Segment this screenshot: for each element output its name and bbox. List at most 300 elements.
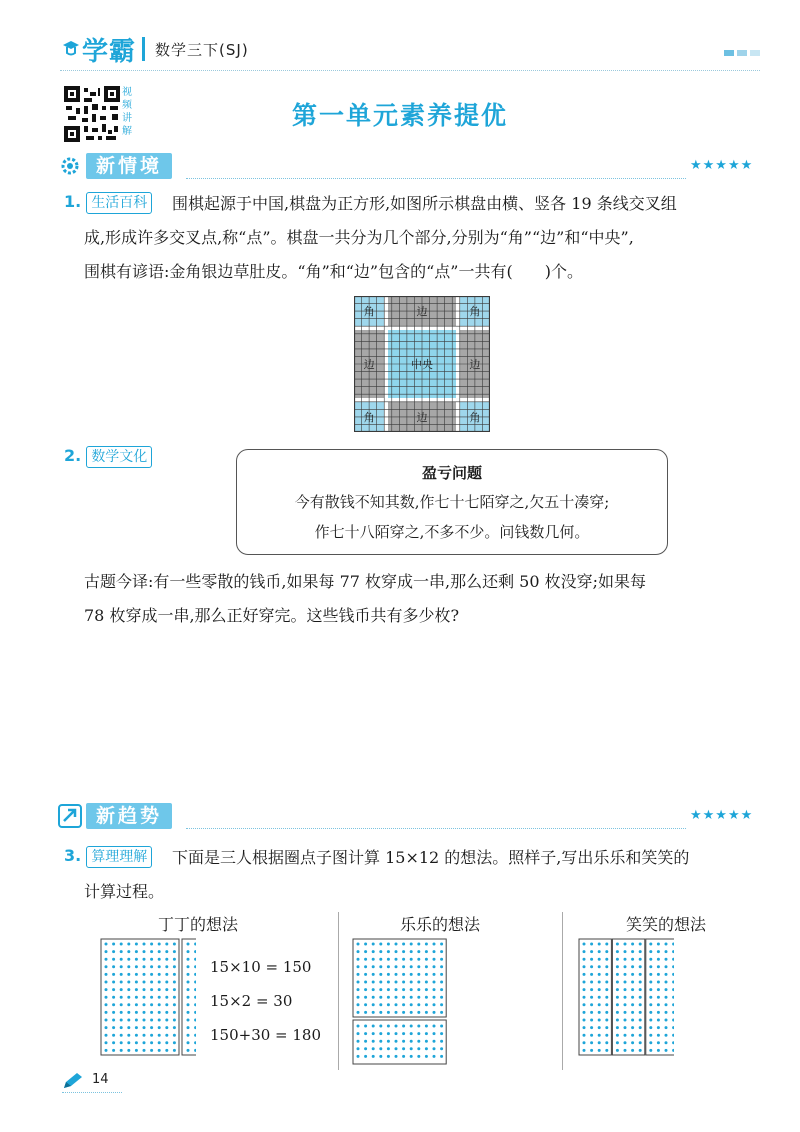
dot xyxy=(402,1025,405,1028)
dot xyxy=(657,1026,660,1029)
dot xyxy=(372,958,375,961)
dot xyxy=(165,1011,168,1014)
dot xyxy=(395,965,398,968)
dot xyxy=(583,981,586,984)
dot xyxy=(387,1047,390,1050)
dot xyxy=(616,1049,619,1052)
dot xyxy=(583,1019,586,1022)
dot xyxy=(187,1019,190,1022)
column-separator xyxy=(562,912,563,1070)
dot xyxy=(395,973,398,976)
dot xyxy=(105,1026,108,1029)
dot xyxy=(433,973,436,976)
dot xyxy=(112,943,115,946)
dot xyxy=(657,1034,660,1037)
dot xyxy=(672,1019,674,1022)
dot xyxy=(127,1019,130,1022)
dot xyxy=(631,1034,634,1037)
dot xyxy=(158,965,161,968)
dot xyxy=(583,1026,586,1029)
dot xyxy=(665,1011,668,1014)
dot xyxy=(425,1040,428,1043)
dot xyxy=(143,943,146,946)
dot xyxy=(379,996,382,999)
footer-divider xyxy=(62,1092,122,1093)
dot xyxy=(440,981,443,984)
dot xyxy=(105,965,108,968)
dot xyxy=(639,1041,642,1044)
dot xyxy=(379,988,382,991)
dot xyxy=(387,1040,390,1043)
dot xyxy=(165,973,168,976)
dot xyxy=(417,1032,420,1035)
dot xyxy=(357,1025,360,1028)
dot xyxy=(173,996,176,999)
dot xyxy=(165,996,168,999)
dot xyxy=(194,973,196,976)
dot xyxy=(672,1041,674,1044)
dot xyxy=(590,1026,593,1029)
dot xyxy=(649,1026,652,1029)
dot xyxy=(395,943,398,946)
logo-divider xyxy=(142,37,145,61)
column-title-xiaoxiao: 笑笑的想法 xyxy=(625,915,706,934)
dot xyxy=(112,958,115,961)
dot xyxy=(187,950,190,953)
dot xyxy=(387,988,390,991)
dot xyxy=(672,996,674,999)
dot xyxy=(150,981,153,984)
dot xyxy=(665,1034,668,1037)
ancient-problem-line: 今有散钱不知其数,作七十七陌穿之,欠五十凑穿; xyxy=(294,493,610,511)
dot xyxy=(616,1041,619,1044)
dot xyxy=(639,943,642,946)
dot xyxy=(410,973,413,976)
dot xyxy=(143,973,146,976)
dot xyxy=(165,1041,168,1044)
dot xyxy=(657,943,660,946)
dot xyxy=(402,965,405,968)
corner-label: 角 xyxy=(469,305,481,319)
dot xyxy=(364,943,367,946)
dot xyxy=(410,1025,413,1028)
dot xyxy=(112,973,115,976)
dot xyxy=(150,1034,153,1037)
dot xyxy=(143,1041,146,1044)
dot xyxy=(372,1040,375,1043)
dot xyxy=(165,1034,168,1037)
dot-array-xiaoxiao xyxy=(578,938,674,1066)
dot xyxy=(379,1032,382,1035)
difficulty-stars: ★★★★★ xyxy=(690,158,754,173)
dot xyxy=(672,1011,674,1014)
dot xyxy=(657,973,660,976)
dot xyxy=(598,1049,601,1052)
dot xyxy=(425,981,428,984)
dot xyxy=(665,1026,668,1029)
dot xyxy=(194,1026,196,1029)
dot xyxy=(410,988,413,991)
dot xyxy=(590,996,593,999)
dot xyxy=(194,1003,196,1006)
dot xyxy=(605,1019,608,1022)
dot xyxy=(379,1040,382,1043)
dot xyxy=(372,1047,375,1050)
dot xyxy=(624,1019,627,1022)
dot xyxy=(598,988,601,991)
gear-icon xyxy=(58,154,82,178)
dot xyxy=(410,1032,413,1035)
dot xyxy=(395,1047,398,1050)
dot xyxy=(158,1003,161,1006)
dot xyxy=(624,965,627,968)
dot xyxy=(372,988,375,991)
dot xyxy=(605,950,608,953)
equation: 150+30 = 180 xyxy=(210,1026,322,1044)
dot xyxy=(158,973,161,976)
dot xyxy=(649,1049,652,1052)
dot xyxy=(194,1049,196,1052)
dot xyxy=(173,965,176,968)
ancient-problem-line: 作七十八陌穿之,不多不少。问钱数几何。 xyxy=(314,523,590,541)
dot xyxy=(583,973,586,976)
dot xyxy=(433,1032,436,1035)
dot xyxy=(150,1049,153,1052)
dot xyxy=(649,1019,652,1022)
dot xyxy=(590,973,593,976)
dot xyxy=(649,1011,652,1014)
dot xyxy=(158,996,161,999)
dot xyxy=(120,996,123,999)
dot xyxy=(173,1034,176,1037)
question-text-line: 成,形成许多交叉点,称“点”。棋盘一共分为几个部分,分别为“角”“边”和“中央”, xyxy=(84,228,634,247)
dot xyxy=(433,1003,436,1006)
dot xyxy=(364,1047,367,1050)
dot xyxy=(672,1026,674,1029)
dot xyxy=(364,950,367,953)
dot xyxy=(357,1003,360,1006)
dot xyxy=(425,1003,428,1006)
dot xyxy=(631,950,634,953)
dot xyxy=(173,981,176,984)
section-label: 新趋势 xyxy=(86,803,172,829)
dot xyxy=(387,996,390,999)
dot xyxy=(120,973,123,976)
dot xyxy=(402,996,405,999)
dot xyxy=(590,950,593,953)
dot xyxy=(631,973,634,976)
dot xyxy=(158,950,161,953)
dot xyxy=(605,996,608,999)
dot xyxy=(433,1047,436,1050)
column-separator xyxy=(338,912,339,1070)
dot xyxy=(410,950,413,953)
dot xyxy=(598,1019,601,1022)
dot xyxy=(165,1049,168,1052)
dot xyxy=(379,958,382,961)
dot xyxy=(410,1055,413,1058)
dot xyxy=(598,1003,601,1006)
dot xyxy=(120,958,123,961)
dot xyxy=(410,981,413,984)
dot xyxy=(425,1047,428,1050)
edge-label: 边 xyxy=(416,305,428,319)
dot xyxy=(120,950,123,953)
dot xyxy=(187,1041,190,1044)
dot xyxy=(624,1049,627,1052)
dot xyxy=(143,1011,146,1014)
dot xyxy=(187,958,190,961)
dot xyxy=(665,958,668,961)
dot xyxy=(372,1055,375,1058)
dot xyxy=(665,981,668,984)
dot xyxy=(433,996,436,999)
dot xyxy=(631,1041,634,1044)
dot xyxy=(143,1019,146,1022)
dot xyxy=(120,1019,123,1022)
dot xyxy=(598,1011,601,1014)
header-divider xyxy=(60,70,760,71)
dot xyxy=(165,981,168,984)
dot xyxy=(120,981,123,984)
qr-label: 视频讲解 xyxy=(122,87,132,137)
dot xyxy=(624,1041,627,1044)
dot xyxy=(583,1011,586,1014)
dot xyxy=(120,965,123,968)
dot xyxy=(417,943,420,946)
dot xyxy=(657,1003,660,1006)
dot xyxy=(425,1032,428,1035)
dot xyxy=(364,1025,367,1028)
dot xyxy=(657,1049,660,1052)
dot xyxy=(672,988,674,991)
dot xyxy=(433,943,436,946)
dot xyxy=(165,1026,168,1029)
dot xyxy=(127,1011,130,1014)
dot xyxy=(165,988,168,991)
question-text-line: 下面是三人根据圈点子图计算 15×12 的想法。照样子,写出乐乐和笑笑的 xyxy=(172,848,690,867)
dot xyxy=(135,1019,138,1022)
dot-array-lele xyxy=(352,938,448,1066)
dot xyxy=(127,950,130,953)
dot xyxy=(372,1025,375,1028)
dot xyxy=(657,950,660,953)
dot xyxy=(590,1011,593,1014)
dot xyxy=(379,965,382,968)
dot xyxy=(158,988,161,991)
dot xyxy=(105,996,108,999)
dot xyxy=(649,958,652,961)
dot xyxy=(598,981,601,984)
dot xyxy=(631,1011,634,1014)
dot xyxy=(120,1049,123,1052)
dot xyxy=(135,965,138,968)
dot xyxy=(372,973,375,976)
dot xyxy=(402,1055,405,1058)
dot xyxy=(165,1003,168,1006)
dot xyxy=(135,958,138,961)
dot xyxy=(605,943,608,946)
dot xyxy=(143,996,146,999)
dot xyxy=(379,943,382,946)
dot xyxy=(649,950,652,953)
dot xyxy=(150,1041,153,1044)
question-tag: 生活百科 xyxy=(86,192,152,214)
dot xyxy=(639,1011,642,1014)
dot xyxy=(665,996,668,999)
dot xyxy=(440,1032,443,1035)
dot xyxy=(357,958,360,961)
dot xyxy=(173,958,176,961)
ancient-problem-box xyxy=(236,449,668,555)
dot xyxy=(150,950,153,953)
dot xyxy=(425,973,428,976)
edge-label: 边 xyxy=(469,358,481,371)
dot xyxy=(605,981,608,984)
dot xyxy=(395,1011,398,1014)
dot xyxy=(158,1034,161,1037)
dot xyxy=(395,950,398,953)
dot xyxy=(150,973,153,976)
dot xyxy=(379,1047,382,1050)
dot xyxy=(135,1011,138,1014)
dot xyxy=(372,943,375,946)
dot xyxy=(364,965,367,968)
dot xyxy=(112,988,115,991)
dot xyxy=(583,1041,586,1044)
dot xyxy=(425,1025,428,1028)
dot xyxy=(616,958,619,961)
dot xyxy=(605,965,608,968)
dot xyxy=(194,1034,196,1037)
dot xyxy=(143,1003,146,1006)
dot xyxy=(649,988,652,991)
dot xyxy=(402,973,405,976)
dot xyxy=(583,988,586,991)
dot xyxy=(440,958,443,961)
dot xyxy=(425,958,428,961)
dot xyxy=(387,1055,390,1058)
dot xyxy=(583,1049,586,1052)
dot xyxy=(379,1025,382,1028)
pencil-icon xyxy=(62,1072,84,1090)
dot xyxy=(194,943,196,946)
dot xyxy=(387,958,390,961)
dot xyxy=(624,1011,627,1014)
dot xyxy=(440,988,443,991)
dot xyxy=(357,1032,360,1035)
dot xyxy=(165,950,168,953)
dot xyxy=(590,1049,593,1052)
dot xyxy=(616,1003,619,1006)
dot xyxy=(194,996,196,999)
dot xyxy=(639,1026,642,1029)
dot xyxy=(624,1034,627,1037)
dot xyxy=(194,965,196,968)
dot xyxy=(631,996,634,999)
dot xyxy=(402,950,405,953)
dot xyxy=(105,943,108,946)
dot xyxy=(631,981,634,984)
dot xyxy=(120,988,123,991)
dot xyxy=(590,1003,593,1006)
dot xyxy=(143,1034,146,1037)
dot xyxy=(425,1011,428,1014)
dot xyxy=(105,958,108,961)
dot xyxy=(598,996,601,999)
dot xyxy=(672,981,674,984)
dot xyxy=(357,988,360,991)
dot xyxy=(357,1055,360,1058)
dot xyxy=(433,965,436,968)
dot xyxy=(112,1003,115,1006)
header-decoration xyxy=(724,50,760,56)
dot xyxy=(624,973,627,976)
dot xyxy=(616,1011,619,1014)
dot xyxy=(387,950,390,953)
dot xyxy=(387,965,390,968)
dot xyxy=(402,943,405,946)
equation: 15×10 = 150 xyxy=(210,958,312,976)
dot xyxy=(440,943,443,946)
dot xyxy=(395,1055,398,1058)
dot xyxy=(105,1011,108,1014)
question-number: 2. xyxy=(64,446,82,465)
dot xyxy=(187,973,190,976)
section-new-trend xyxy=(58,802,172,830)
dot xyxy=(639,1003,642,1006)
dot xyxy=(194,1011,196,1014)
difficulty-stars: ★★★★★ xyxy=(690,808,754,823)
dot xyxy=(372,981,375,984)
dot xyxy=(127,1041,130,1044)
dot xyxy=(665,1019,668,1022)
dot xyxy=(135,950,138,953)
column-title-dingding: 丁丁的想法 xyxy=(157,915,238,934)
dot xyxy=(112,1049,115,1052)
dot xyxy=(105,950,108,953)
dot xyxy=(410,1011,413,1014)
dot xyxy=(187,981,190,984)
dot xyxy=(590,1034,593,1037)
dot xyxy=(425,965,428,968)
dot xyxy=(639,1019,642,1022)
dot xyxy=(120,943,123,946)
dot xyxy=(639,958,642,961)
dot xyxy=(158,1011,161,1014)
dot xyxy=(672,950,674,953)
dot xyxy=(657,981,660,984)
dot xyxy=(105,988,108,991)
dot xyxy=(364,1011,367,1014)
dot xyxy=(187,965,190,968)
dot xyxy=(649,996,652,999)
section-divider xyxy=(186,178,686,179)
dot xyxy=(158,958,161,961)
dot xyxy=(387,1032,390,1035)
dot xyxy=(150,1019,153,1022)
dot xyxy=(631,965,634,968)
dot xyxy=(631,1019,634,1022)
dot xyxy=(143,988,146,991)
dot xyxy=(410,1040,413,1043)
dot xyxy=(598,973,601,976)
dot xyxy=(665,1049,668,1052)
dot xyxy=(150,1003,153,1006)
dot xyxy=(616,950,619,953)
dot xyxy=(417,1055,420,1058)
dot xyxy=(402,1011,405,1014)
